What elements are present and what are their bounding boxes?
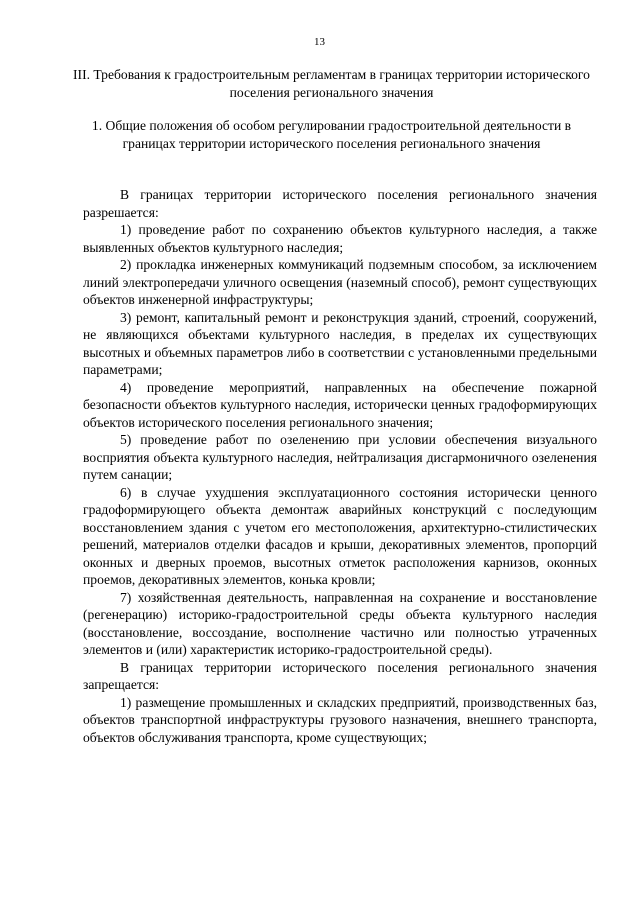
allowed-item-6: 6) в случае ухудшения эксплуатационного состояния исторически ценного градоформирующего объекта демонтаж аварийных конструкций с последующим восстановлением здания с учетом его местоположения, архитектурно-стилистических решений, материалов отделки фасадов и крыши, декоративных элементов, пропорций оконных и дверных проемов, высотных отметок расположения карнизов, оконных проемов, декоративных элементов, конька кровли; (83, 484, 597, 587)
body-text (83, 186, 597, 746)
subsection-heading: 1. Общие положения об особом регулировании градостроительной деятельности в границах территории исторического поселения регионального значения (91, 118, 572, 151)
allowed-item-3: 3) ремонт, капитальный ремонт и реконструкция зданий, строений, сооружений, не являющихся объектами культурного наследия, в пределах их существующих высотных и объемных параметров либо в соответствии с установленными предельными параметрами; (83, 309, 597, 377)
allowed-item-1: 1) проведение работ по сохранению объектов культурного наследия, а также выявленных объектов культурного наследия; (83, 222, 597, 255)
prohibited-intro: В границах территории исторического поселения регионального значения запрещается: (83, 659, 597, 692)
section-heading: III. Требования к градостроительным регламентам в границах территории исторического поселения регионального значения (73, 67, 590, 100)
prohibited-item-1: 1) размещение промышленных и складских предприятий, производственных баз, объектов транспортной инфраструктуры грузового назначения, внешнего транспорта, объектов обслуживания транспорта, кроме существующих; (83, 694, 597, 745)
allowed-item-4: 4) проведение мероприятий, направленных на обеспечение пожарной безопасности объектов культурного наследия, исторически ценных градоформирующих объектов исторического поселения регионального значения; (83, 379, 597, 430)
allowed-intro: В границах территории исторического поселения регионального значения разрешается: (83, 187, 597, 220)
allowed-item-2: 2) прокладка инженерных коммуникаций подземным способом, за исключением линий электропередачи уличного освещения (наземный способ), ремонт существующих объектов инженерной инфраструктуры; (83, 257, 597, 307)
allowed-item-7: 7) хозяйственная деятельность, направленная на сохранение и восстановление (регенерацию) историко-градостроительной среды объекта культурного наследия (восстановление, воссоздание, восполнение частично или полностью утраченных элементов и (или) характеристик историко-градостроительной среды). (83, 589, 597, 657)
page-number: 13 (314, 36, 325, 48)
allowed-item-5: 5) проведение работ по озеленению при условии обеспечения визуального восприятия объекта культурного наследия, нейтрализация дисгармоничного озеленения путем санации; (83, 432, 597, 482)
